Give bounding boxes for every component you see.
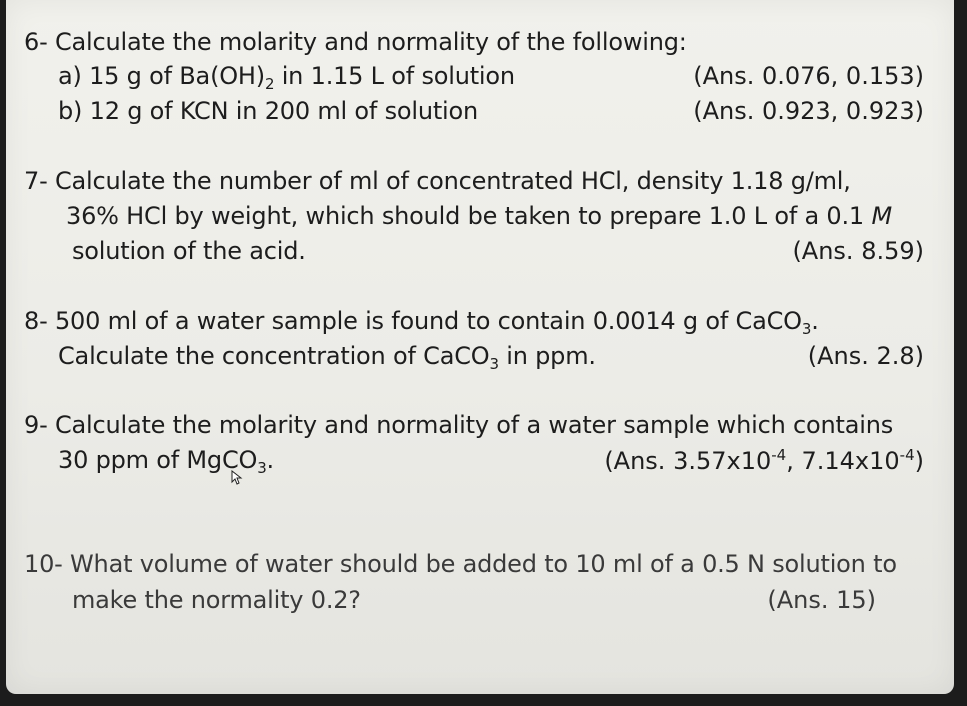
question-9-answer: (Ans. $3.57x10^{-4}$, $7.14x10^{-4}$) [604, 446, 924, 475]
question-8-line-1: 8- 500 ml of a water sample is found to contain 0.0014 g of CaCO$_3$. [24, 307, 819, 338]
question-7-line-3: solution of the acid. [72, 237, 306, 265]
mouse-pointer-icon [231, 470, 245, 486]
question-6b-answer: (Ans. 0.923, 0.923) [693, 97, 924, 125]
question-6a: a) 15 g of $Ba(OH)_2$ in 1.15 L of solution [58, 62, 515, 93]
question-10-line-2: make the normality 0.2? [72, 586, 361, 614]
question-9-line-1: 9- Calculate the molarity and normality of a water sample which contains [24, 411, 894, 439]
question-10-line-1: 10- What volume of water should be added to 10 ml of a 0.5 N solution to [24, 550, 897, 578]
question-6b: b) 12 g of KCN in 200 ml of solution [58, 97, 479, 125]
question-8-line-2: Calculate the concentration of CaCO$_3$ in ppm. [58, 342, 596, 373]
question-6-title: 6- Calculate the molarity and normality of the following: [24, 28, 687, 56]
worksheet-page [6, 0, 954, 694]
question-7-line-1: 7- Calculate the number of ml of concentrated HCl, density 1.18 g/ml, [24, 167, 851, 195]
question-6a-answer: (Ans. 0.076, 0.153) [693, 62, 924, 90]
question-10-answer: (Ans. 15) [767, 586, 876, 614]
question-7-line-2: 36% HCl by weight, which should be taken to prepare 1.0 L of a 0.1 M [66, 202, 892, 230]
question-9-line-2: 30 ppm of MgCO$_3$. [58, 446, 274, 477]
question-8-answer: (Ans. 2.8) [807, 342, 924, 370]
question-7-answer: (Ans. 8.59) [792, 237, 924, 265]
